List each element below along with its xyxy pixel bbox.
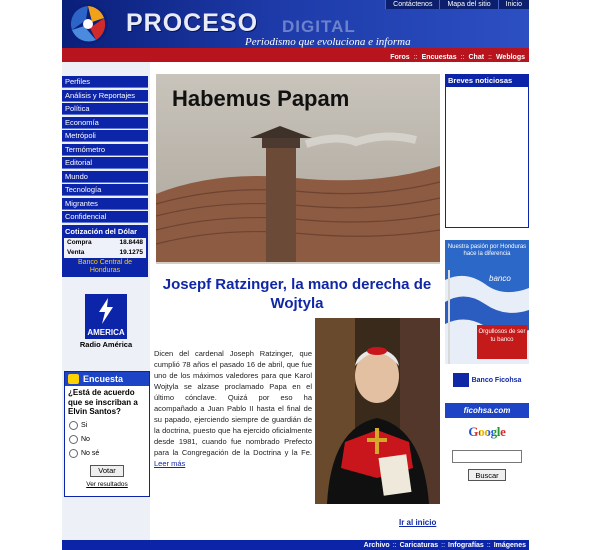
ad-bank-name: banco [489, 274, 511, 283]
article-photo[interactable] [315, 318, 440, 504]
rate-label: Venta [67, 249, 85, 256]
ad-slogan: Nuestra pasión por Honduras hace la diferencia [447, 244, 527, 257]
footer-infografias[interactable]: Infografías [448, 541, 484, 549]
news-briefs-box [445, 74, 529, 228]
search-input[interactable] [452, 450, 522, 463]
dollar-rate-box [62, 225, 148, 277]
menu-item-termometro[interactable]: Termómetro [62, 144, 148, 156]
poll-header [65, 372, 149, 386]
radio-button[interactable] [69, 421, 78, 430]
back-to-top-link[interactable]: Ir al inicio [399, 518, 437, 527]
nav-chat[interactable]: Chat [468, 53, 485, 61]
radio-button[interactable] [69, 435, 78, 444]
dollar-rate-title: Cotización del Dólar [65, 227, 138, 236]
read-more-link[interactable]: Leer más [154, 459, 186, 468]
brand-subtitle: DIGITAL [282, 17, 356, 36]
footer-imagenes[interactable]: Imágenes [493, 541, 526, 549]
menu-item-politica[interactable]: Política [62, 103, 148, 115]
nav-foros[interactable]: Foros [390, 53, 410, 61]
menu-item-migrantes[interactable]: Migrantes [62, 198, 148, 210]
menu-item-mundo[interactable]: Mundo [62, 171, 148, 183]
menu-item-tecnologia[interactable]: Tecnología [62, 184, 148, 196]
radio-button[interactable] [69, 449, 78, 458]
cardinal-portrait [315, 318, 440, 504]
dollar-rate-source[interactable]: Banco Central de Honduras [77, 259, 133, 274]
ficohsa-logo[interactable] [445, 370, 529, 390]
hero-divider [156, 262, 440, 264]
radio-america-logo[interactable] [85, 294, 127, 339]
footer-nav [62, 540, 529, 550]
top-nav [62, 52, 529, 62]
google-logo-text: Google [468, 424, 506, 439]
poll-option-no[interactable] [65, 433, 149, 447]
article-body [154, 348, 312, 469]
menu-item-confidencial[interactable]: Confidencial [62, 211, 148, 223]
rate-value: 19.1275 [119, 249, 143, 256]
poll-option-label: No [81, 436, 90, 443]
dollar-rate-table [64, 238, 146, 258]
logo-icon[interactable] [66, 2, 110, 46]
view-results-link[interactable]: Ver resultados [86, 480, 128, 488]
poll-option-label: No sé [81, 450, 100, 457]
article-title[interactable]: Josepf Ratzinger, la mano derecha de Wojtyla [162, 276, 432, 312]
footer-separator: :: [392, 541, 397, 549]
nav-weblogs[interactable]: Weblogs [495, 53, 525, 61]
rate-value: 18.8448 [119, 239, 143, 246]
menu-item-economia[interactable]: Economía [62, 117, 148, 129]
poll-option-si[interactable] [65, 419, 149, 433]
hero-headline: Habemus Papam [172, 86, 350, 111]
poll-title: Encuesta [83, 374, 124, 384]
search-button[interactable]: Buscar [468, 469, 506, 481]
nav-separator: :: [488, 53, 492, 61]
google-logo [445, 424, 529, 440]
menu-item-metropoli[interactable]: Metrópoli [62, 130, 148, 142]
bank-logo-icon [453, 373, 469, 387]
ficohsa-url-banner[interactable]: ficohsa.com [445, 403, 529, 418]
nav-encuestas[interactable]: Encuestas [421, 53, 457, 61]
nav-separator: :: [413, 53, 418, 61]
footer-caricaturas[interactable]: Caricaturas [399, 541, 439, 549]
radio-america-link[interactable] [76, 294, 136, 349]
lightning-icon [97, 298, 115, 324]
brand-title: PROCESO [126, 9, 259, 37]
sitemap-link[interactable]: Mapa del sitio [439, 0, 497, 9]
contact-link[interactable]: Contáctenos [385, 0, 439, 9]
poll-option-label: Si [81, 422, 88, 429]
bank-logo-text: Banco Ficohsa [471, 376, 522, 384]
hero-image[interactable] [156, 74, 440, 262]
ballot-icon [68, 374, 79, 384]
article-text: Dicen del cardenal Joseph Ratzinger, que cumplió 78 años el pasado 16 de abril, que fue uno de los máximos valedores para que Karol Wojtyla se alzase proclamado Papa en el último cónclave. Quizá por eso ha acompañado a Juan Pablo II hasta el final de su papado, ejerciendo siempre de guardián de la doctrina, puesto que ha ejercido oficialmente desde 1981, cuando fue nombrado Prefecto para la Congregación de la Doctrina y la Fe. [154, 349, 312, 457]
menu-item-editorial[interactable]: Editorial [62, 157, 148, 169]
rate-row-buy [64, 238, 146, 248]
footer-separator: :: [486, 541, 491, 549]
poll-question: ¿Está de acuerdo que se inscriban a Elvin Santos? [68, 388, 138, 416]
left-sidebar [62, 62, 150, 540]
google-search-box [445, 424, 529, 481]
footer-archivo[interactable]: Archivo [363, 541, 390, 549]
section-menu [62, 76, 148, 225]
ficohsa-ad[interactable] [445, 240, 529, 364]
rate-row-sell [64, 248, 146, 258]
rate-label: Compra [67, 239, 92, 246]
news-briefs-title: Breves noticiosas [446, 75, 528, 87]
poll-option-nose[interactable] [65, 447, 149, 461]
site-header [62, 0, 529, 48]
page [62, 0, 529, 550]
footer-separator: :: [441, 541, 446, 549]
ad-cta: Orgullosos de ser tu banco [477, 325, 527, 359]
radio-logo-text: AMERICA [87, 328, 125, 337]
menu-item-perfiles[interactable]: Perfiles [62, 76, 148, 88]
menu-item-analisis[interactable]: Análisis y Reportajes [62, 90, 148, 102]
radio-label: Radio América [79, 340, 133, 349]
top-links [385, 0, 529, 9]
vote-button[interactable]: Votar [90, 465, 124, 477]
home-link[interactable]: Inicio [498, 0, 529, 9]
poll-box [64, 371, 150, 497]
nav-separator: :: [460, 53, 465, 61]
tagline: Periodismo que evoluciona e informa [245, 36, 411, 48]
